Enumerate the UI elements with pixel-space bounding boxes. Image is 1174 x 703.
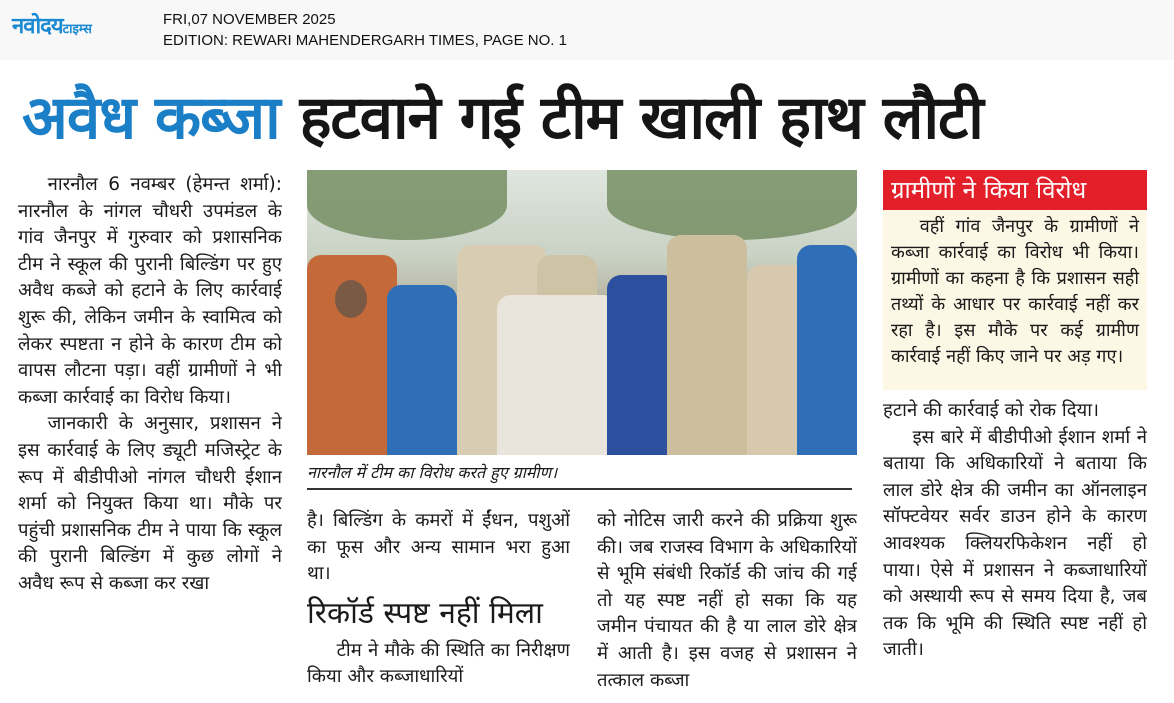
news-photo <box>307 170 857 455</box>
article-column-1 <box>18 172 282 702</box>
article-column-3 <box>597 508 857 703</box>
paragraph: टीम ने मौके की स्थिति का निरीक्षण किया और कब्जाधारियों <box>307 639 570 688</box>
masthead-bar <box>0 0 1174 60</box>
paragraph: नारनौल 6 नवम्बर (हेमन्त शर्मा): नारनौल के नांगल चौधरी उपमंडल के गांव जैनपुर में गुरुवार को प्रशासनिक टीम ने स्कूल की पुरानी बिल्डिंग पर हुए अवैध कब्जे को हटाने के लिए कार्रवाई शुरू की, लेकिन जमीन के स्वामित्व को लेकर स्पष्टता न होने के कारण टीम को वापस लौटना पड़ा। वहीं ग्रामीणों ने भी कब्जा कार्रवाई का विरोध किया। <box>18 174 282 408</box>
headline-rest: हटवाने गई टीम खाली हाथ लौटी <box>299 83 983 153</box>
publication-date: FRI,07 NOVEMBER 2025 <box>163 11 336 28</box>
paragraph: हटाने की कार्रवाई को रोक दिया। <box>883 400 1100 421</box>
headline <box>22 78 1152 158</box>
article-column-2 <box>307 508 570 703</box>
paragraph: को नोटिस जारी करने की प्रक्रिया शुरू की। जब राजस्व विभाग के अधिकारियों से भूमि संबंधी रिकॉर्ड की जांच की गई तो यह स्पष्ट नहीं हो सका कि यह जमीन पंचायत की है या लाल डोरे क्षेत्र में आती है। इस वजह से प्रशासन ने तत्काल कब्जा <box>597 510 857 691</box>
sidebar-box <box>883 170 1147 390</box>
photo-caption: नारनौल में टीम का विरोध करते हुए ग्रामीण। <box>307 458 852 490</box>
headline-highlight: अवैध कब्जा <box>22 83 280 153</box>
logo-sub: टाइम्स <box>62 22 92 37</box>
edition-label: EDITION: REWARI MAHENDERGARH TIMES, PAGE NO. 1 <box>163 32 567 49</box>
sidebar-title: ग्रामीणों ने किया विरोध <box>883 170 1147 210</box>
article-column-4 <box>883 398 1147 703</box>
paragraph: जानकारी के अनुसार, प्रशासन ने इस कार्रवाई के लिए ड्यूटी मजिस्ट्रेट के रूप में बीडीपीओ नांगल चौधरी ईशान शर्मा को नियुक्त किया था। मौके पर पहुंची प्रशासनिक टीम ने पाया कि स्कूल की पुरानी बिल्डिंग में कुछ लोगों ने अवैध रूप से कब्जा कर रखा <box>18 413 282 594</box>
edition-info <box>163 9 567 51</box>
paragraph: है। बिल्डिंग के कमरों में ईंधन, पशुओं का फूस और अन्य सामान भरा हुआ था। <box>307 510 570 585</box>
logo-main: नवोदय <box>12 14 63 39</box>
paragraph: इस बारे में बीडीपीओ ईशान शर्मा ने बताया कि अधिकारियों ने बताया कि लाल डोरे क्षेत्र की जमीन का ऑनलाइन सॉफ्टवेयर सर्वर डाउन होने के कारण आवश्यक क्लियरफिकेशन नहीं हो पाया। ऐसे में प्रशासन ने कब्जाधारियों को अस्थायी रूप से समय दिया है, जब तक कि भूमि की स्थिति स्पष्ट नहीं हो जाती। <box>883 426 1147 661</box>
subheading: रिकॉर्ड स्पष्ट नहीं मिला <box>307 595 543 631</box>
newspaper-logo <box>12 10 92 40</box>
sidebar-paragraph: वहीं गांव जैनपुर के ग्रामीणों ने कब्जा कार्रवाई का विरोध भी किया। ग्रामीणों का कहना है कि प्रशासन सही तथ्यों के आधार पर कार्रवाई नहीं कर रहा है। इस मौके पर कई ग्रामीण कार्रवाई नहीं किए जाने पर अड़ गए। <box>891 216 1139 367</box>
